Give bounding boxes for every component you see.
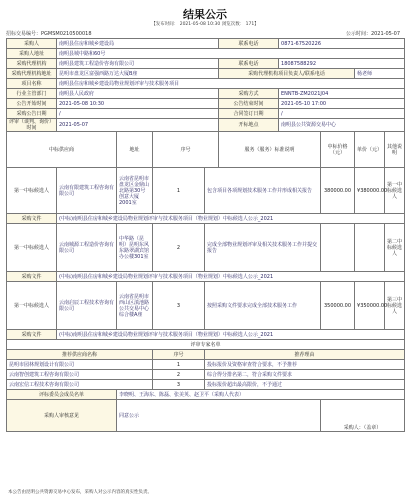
page-title: 结果公示 bbox=[183, 8, 227, 21]
eval-place: 南明县公共资源交易中心 bbox=[279, 119, 405, 132]
footer-note: 本公告由昆明公共资源交易中心发布，采购人对公示内容的真实性负责。 bbox=[8, 490, 152, 495]
method-value: ENNTB-ZM2021J04 bbox=[279, 89, 405, 99]
eval-time: 2021-05-07 bbox=[57, 119, 219, 132]
label: 开标地点 bbox=[219, 119, 279, 132]
bid-unit-price: ¥380000.00 bbox=[355, 168, 385, 214]
review-reason: 投标报价超出最高限价，不予通过 bbox=[205, 380, 405, 390]
bid-price bbox=[321, 224, 355, 272]
label: 公告开始时间 bbox=[7, 99, 57, 109]
contract-date: / bbox=[279, 109, 405, 119]
bid-supplier: 云南有限建筑工程咨询有限公司 bbox=[57, 168, 117, 214]
bid-seq: 第一中标候选人 bbox=[7, 224, 57, 272]
label: 采购文件 bbox=[7, 214, 57, 224]
col-header-price: 中标价格（元） bbox=[321, 132, 355, 168]
col-header-service: 服务（服务）标准说明 bbox=[219, 132, 321, 168]
buyer-address: 南明县城中路和60号 bbox=[57, 49, 405, 59]
label: 采购代理机构地址 bbox=[7, 69, 57, 79]
col-header-supplier: 中标供应商 bbox=[7, 132, 117, 168]
review-name: 云南智创建筑工程咨询有限公司 bbox=[7, 370, 153, 380]
bid-price: 380000.00 bbox=[321, 168, 355, 214]
label: 评审（谈判、询价）时间 bbox=[7, 119, 57, 132]
experts-value: 李晓明、王海东、陈磊、张美英、赵卫平（采购人代表） bbox=[117, 390, 405, 400]
bid-rank: 2 bbox=[153, 224, 205, 272]
bid-rank: 1 bbox=[153, 168, 205, 214]
label: 联系电话 bbox=[219, 59, 279, 69]
label: 采购代理机构 bbox=[7, 59, 57, 69]
label: 采购代理机构项目负责人/联系电话 bbox=[219, 69, 355, 79]
label: 行业主管部门 bbox=[7, 89, 57, 99]
label: 公告结束时间 bbox=[219, 99, 279, 109]
bid-note: 第二中标候选人 bbox=[385, 224, 405, 272]
bid-price: 350000.00 bbox=[321, 282, 355, 330]
bid-service: 完成全部物业规划评审及相关技术服务工作并提交报告 bbox=[205, 224, 321, 272]
signature: 采购人：（盖章） bbox=[321, 400, 405, 432]
project-number: 招标交易编号：PGMSM0210500018 bbox=[6, 31, 92, 37]
bid-service: 包含项目各项规划技术服务工作并形成相关报告 bbox=[205, 168, 321, 214]
review-section-title: 评审专家名单 bbox=[7, 340, 405, 350]
bid-address: 云南省昆明市盘龙区金鼎山北路第30号创意大厦2001室 bbox=[117, 168, 153, 214]
label: 采购人 bbox=[7, 39, 57, 49]
bid-file-link[interactable]: (中标)南明县住房和城乡建设局物业规划评审与技术服务项目（物业规划）中标候选人公示_2021 bbox=[57, 272, 405, 282]
review-reason: 投标报价及资格审查符合要求，不予推荐 bbox=[205, 360, 405, 370]
review-name: 云南宏信工程技术咨询有限公司 bbox=[7, 380, 153, 390]
open-time: 2021-05-08 10:30 bbox=[57, 99, 219, 109]
label: 采购人地址 bbox=[7, 49, 57, 59]
bid-unit-price bbox=[355, 224, 385, 272]
bid-file-link[interactable]: (中标)南明县住房和城乡建设局物业规划评审与技术服务项目（物业规划）中标候选人公示_2021 bbox=[57, 214, 405, 224]
review-reason: 综合得分排名第二，符合采购文件要求 bbox=[205, 370, 405, 380]
label: 项目名称 bbox=[7, 79, 57, 89]
bid-note: 第一中标候选人 bbox=[385, 168, 405, 214]
bid-seq: 第一中标候选人 bbox=[7, 168, 57, 214]
agency-value: 南明县建筑工程造价咨询有限公司 bbox=[57, 59, 219, 69]
label: 采购人审核意见 bbox=[7, 400, 117, 432]
label: 联系电话 bbox=[219, 39, 279, 49]
col-header-remark: 其他说明 bbox=[385, 132, 405, 168]
review-no: 3 bbox=[153, 380, 205, 390]
category-value: 南明县人民政府 bbox=[57, 89, 219, 99]
col-header-address: 地址 bbox=[117, 132, 153, 168]
label: 采购方式 bbox=[219, 89, 279, 99]
project-name: 南明县住房和城乡建设局物业规划评审与技术服务项目 bbox=[57, 79, 405, 89]
bid-service: 按照采购文件要求完成全部技术服务工作 bbox=[205, 282, 321, 330]
label: 评标委员会成员名单 bbox=[7, 390, 117, 400]
label: 采购公告日期 bbox=[7, 109, 57, 119]
buyer-value: 南明县住房和城乡建设局 bbox=[57, 39, 219, 49]
agency-address: 昆明市盘龙区富强西路万达大厦B座 bbox=[57, 69, 219, 79]
notice-date: / bbox=[57, 109, 219, 119]
label: 采购文件 bbox=[7, 330, 57, 340]
bid-address: 云南省昆明市西山区滇池路公共交易中心综合楼A座 bbox=[117, 282, 153, 330]
label: 采购文件 bbox=[7, 272, 57, 282]
review-no: 1 bbox=[153, 360, 205, 370]
label: 合同签订日期 bbox=[219, 109, 279, 119]
publish-date: 公示时间：2021-05-07 bbox=[345, 31, 400, 37]
col-header-unit: 单价（元） bbox=[355, 132, 385, 168]
bid-supplier: 云南城源工程造价咨询有限公司 bbox=[57, 224, 117, 272]
review-head-reason: 推荐理由 bbox=[205, 350, 405, 360]
col-header-rank: 序号 bbox=[153, 132, 219, 168]
review-head-no: 序号 bbox=[153, 350, 205, 360]
agency-phone: 18087588292 bbox=[279, 59, 405, 69]
bid-unit-price: ¥350000.00 bbox=[355, 282, 385, 330]
bid-rank: 3 bbox=[153, 282, 205, 330]
remark-value: 同意公示 bbox=[117, 400, 321, 432]
buyer-phone: 0871-67520226 bbox=[279, 39, 405, 49]
bid-note: 第三中标候选人 bbox=[385, 282, 405, 330]
publish-info: 【发布时间： 2021-05-08 10:30 浏览次数： 171】 bbox=[151, 22, 259, 27]
review-name: 昆明市园林规划设计有限公司 bbox=[7, 360, 153, 370]
bid-seq: 第一中标候选人 bbox=[7, 282, 57, 330]
review-head-name: 推荐供应商名称 bbox=[7, 350, 153, 360]
bid-supplier: 云南启辰工程技术咨询有限公司 bbox=[57, 282, 117, 330]
agency-contact: 杨老师 bbox=[355, 69, 405, 79]
bid-file-link[interactable]: (中标)南明县住房和城乡建设局物业规划评审与技术服务项目（物业规划）中标候选人公示_2021 bbox=[57, 330, 405, 340]
result-table bbox=[6, 38, 405, 432]
bid-address: 中华路（昆明）昆明东风东路翠湖宾馆办公楼301室 bbox=[117, 224, 153, 272]
close-time: 2021-05-10 17:00 bbox=[279, 99, 405, 109]
review-no: 2 bbox=[153, 370, 205, 380]
